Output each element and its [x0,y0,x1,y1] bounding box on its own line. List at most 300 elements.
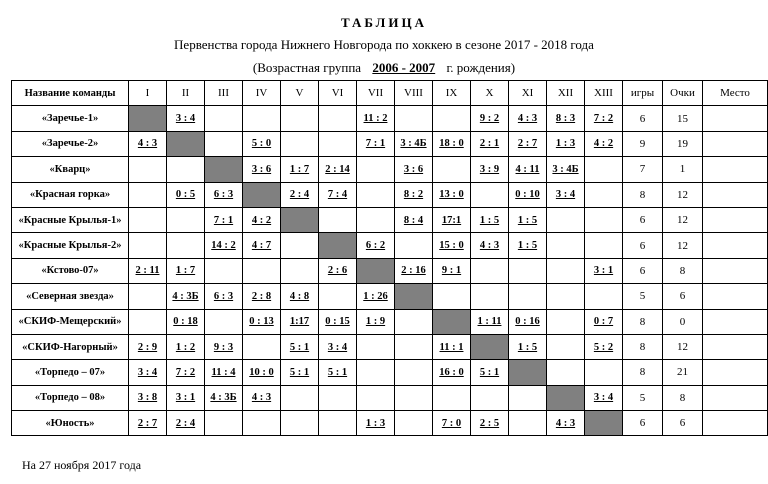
score-cell [205,131,243,156]
score-cell [585,182,623,207]
score-value: 10 : 0 [249,366,274,378]
score-cell [547,309,585,334]
score-cell [129,157,167,182]
score-cell [243,258,281,283]
score-cell [129,131,167,156]
score-cell [585,207,623,232]
team-name: «Заречье-2» [12,131,129,156]
score-value: 3 : 8 [137,392,158,404]
score-cell [167,284,205,309]
score-cell [205,182,243,207]
place-cell [703,360,768,385]
table-row [12,284,768,309]
score-value: 9 : 3 [213,341,234,353]
team-name: «Кварц» [12,157,129,182]
score-value: 1 : 11 [477,316,502,328]
score-cell [319,157,357,182]
column-header: Очки [663,81,703,106]
score-cell [167,411,205,436]
score-value: 5 : 1 [479,366,500,378]
score-cell [509,233,547,258]
score-value: 0 : 15 [325,316,350,328]
score-cell [547,334,585,359]
score-cell [167,385,205,410]
points-cell: 12 [663,233,703,258]
score-cell [129,284,167,309]
score-value: 5 : 1 [289,366,310,378]
score-cell [167,334,205,359]
score-cell [433,207,471,232]
score-cell [129,309,167,334]
score-cell [471,182,509,207]
score-value: 1 : 26 [363,290,388,302]
score-cell [281,182,319,207]
score-value: 2 : 4 [289,189,310,201]
score-cell [205,284,243,309]
table-row [12,411,768,436]
games-cell: 8 [623,334,663,359]
score-cell [129,182,167,207]
score-value: 9 : 1 [441,265,462,277]
score-value: 1 : 5 [517,214,538,226]
date-note: На 27 ноября 2017 года [22,458,142,472]
column-header: Место [703,81,768,106]
team-name: «Юность» [12,411,129,436]
score-value: 2 : 8 [251,290,272,302]
score-value: 0 : 7 [593,316,614,328]
place-cell [703,157,768,182]
score-value: 8 : 2 [403,189,424,201]
score-cell [395,182,433,207]
score-cell [167,157,205,182]
score-value: 1 : 5 [517,240,538,252]
score-cell [243,207,281,232]
diagonal-cell [433,309,471,334]
score-cell [585,284,623,309]
score-cell [357,360,395,385]
score-cell [319,309,357,334]
team-name: «СКИФ-Мещерский» [12,309,129,334]
score-cell [585,334,623,359]
diagonal-cell [205,157,243,182]
score-value: 4 : 3Б [172,290,199,302]
score-cell [129,258,167,283]
score-cell [509,157,547,182]
score-cell [205,334,243,359]
score-cell [281,157,319,182]
score-value: 1 : 2 [175,341,196,353]
points-cell: 21 [663,360,703,385]
score-value: 4 : 3 [251,392,272,404]
score-value: 1 : 3 [555,138,576,150]
score-value: 2 : 11 [135,265,160,277]
score-cell [281,106,319,131]
score-value: 6 : 2 [365,240,386,252]
score-value: 2 : 4 [175,417,196,429]
score-cell [243,360,281,385]
score-value: 4 : 8 [289,290,310,302]
score-cell [395,207,433,232]
score-cell [129,207,167,232]
diagonal-cell [585,411,623,436]
score-cell [319,182,357,207]
score-cell [167,309,205,334]
diagonal-cell [319,233,357,258]
score-cell [281,131,319,156]
games-cell: 7 [623,157,663,182]
place-cell [703,233,768,258]
score-cell [281,258,319,283]
games-cell: 5 [623,385,663,410]
score-cell [281,385,319,410]
standings-table [11,80,768,436]
score-value: 5 : 1 [327,366,348,378]
points-cell: 12 [663,207,703,232]
score-cell [357,106,395,131]
score-value: 2 : 7 [517,138,538,150]
games-cell: 6 [623,207,663,232]
place-cell [703,182,768,207]
table-row [12,131,768,156]
team-name: «Торпедо – 07» [12,360,129,385]
score-cell [395,360,433,385]
score-cell [585,106,623,131]
score-cell [243,309,281,334]
score-value: 5 : 1 [289,341,310,353]
score-cell [205,309,243,334]
column-header: V [281,81,319,106]
score-cell [509,309,547,334]
score-cell [471,411,509,436]
score-cell [205,258,243,283]
score-value: 4 : 3 [555,417,576,429]
team-name: «Северная звезда» [12,284,129,309]
score-cell [547,411,585,436]
score-cell [471,385,509,410]
score-value: 3 : 4 [137,366,158,378]
column-header: III [205,81,243,106]
score-cell [585,309,623,334]
score-cell [243,334,281,359]
score-value: 3 : 1 [593,265,614,277]
score-cell [509,385,547,410]
score-cell [357,157,395,182]
score-value: 1 : 5 [479,214,500,226]
score-value: 3 : 4 [593,392,614,404]
score-cell [129,385,167,410]
table-row [12,309,768,334]
games-cell: 6 [623,411,663,436]
score-cell [357,233,395,258]
score-value: 7 : 2 [593,113,614,125]
score-cell [357,334,395,359]
diagonal-cell [243,182,281,207]
points-cell: 1 [663,157,703,182]
score-cell [243,157,281,182]
score-value: 2 : 1 [479,138,500,150]
header-row [12,81,768,106]
score-value: 7 : 1 [365,138,386,150]
score-value: 2 : 5 [479,417,500,429]
games-cell: 8 [623,309,663,334]
table-row [12,207,768,232]
score-value: 4 : 2 [593,138,614,150]
team-name: «Торпедо – 08» [12,385,129,410]
score-cell [129,360,167,385]
score-cell [205,106,243,131]
score-cell [167,233,205,258]
score-cell [129,411,167,436]
age-group-prefix: (Возрастная группа [252,60,362,75]
score-cell [129,233,167,258]
column-header: II [167,81,205,106]
page-subtitle: Первенства города Нижнего Новгорода по хоккею в сезоне 2017 - 2018 года [174,37,594,52]
score-value: 16 : 0 [439,366,464,378]
diagonal-cell [547,385,585,410]
diagonal-cell [395,284,433,309]
games-cell: 6 [623,233,663,258]
score-cell [509,207,547,232]
score-value: 17:1 [441,214,462,226]
score-cell [585,233,623,258]
score-value: 7 : 2 [175,366,196,378]
place-cell [703,284,768,309]
score-value: 3 : 4 [555,189,576,201]
score-cell [471,106,509,131]
score-cell [167,207,205,232]
place-cell [703,131,768,156]
place-cell [703,309,768,334]
score-value: 11 : 1 [439,341,464,353]
score-value: 13 : 0 [439,189,464,201]
score-cell [433,411,471,436]
column-header: XIII [585,81,623,106]
score-value: 4 : 11 [515,163,540,175]
score-value: 4 : 3 [479,240,500,252]
score-value: 5 : 2 [593,341,614,353]
age-group-years: 2006 - 2007 [372,60,436,75]
games-cell: 5 [623,284,663,309]
score-value: 7 : 4 [327,189,348,201]
score-cell [433,360,471,385]
score-cell [395,334,433,359]
score-cell [243,233,281,258]
score-value: 3 : 4 [175,113,196,125]
table-row [12,258,768,283]
score-cell [433,385,471,410]
score-cell [547,284,585,309]
column-header: VI [319,81,357,106]
score-value: 1 : 9 [365,316,386,328]
score-cell [585,360,623,385]
score-cell [433,157,471,182]
team-name: «СКИФ-Нагорный» [12,334,129,359]
games-cell: 9 [623,131,663,156]
score-value: 3 : 6 [403,163,424,175]
score-cell [357,385,395,410]
points-cell: 15 [663,106,703,131]
table-row [12,360,768,385]
score-value: 2 : 9 [137,341,158,353]
column-header: VIII [395,81,433,106]
diagonal-cell [509,360,547,385]
score-cell [281,233,319,258]
score-cell [433,182,471,207]
age-group-line [0,60,768,76]
score-cell [547,157,585,182]
score-cell [357,284,395,309]
place-cell [703,207,768,232]
score-value: 11 : 2 [363,113,388,125]
score-cell [243,284,281,309]
score-cell [547,207,585,232]
diagonal-cell [167,131,205,156]
team-name: «Заречье-1» [12,106,129,131]
score-cell [395,106,433,131]
score-value: 6 : 3 [213,189,234,201]
column-header: XII [547,81,585,106]
column-header: IX [433,81,471,106]
score-cell [509,258,547,283]
score-cell [281,309,319,334]
score-value: 8 : 4 [403,214,424,226]
score-cell [585,258,623,283]
score-value: 1 : 3 [365,417,386,429]
score-value: 0 : 16 [515,316,540,328]
score-cell [585,157,623,182]
score-cell [319,360,357,385]
score-value: 15 : 0 [439,240,464,252]
score-cell [471,157,509,182]
score-value: 1 : 7 [289,163,310,175]
points-cell: 19 [663,131,703,156]
score-cell [319,258,357,283]
table-row [12,106,768,131]
score-value: 2 : 7 [137,417,158,429]
score-cell [509,131,547,156]
score-cell [471,131,509,156]
score-cell [167,182,205,207]
score-cell [509,284,547,309]
points-cell: 0 [663,309,703,334]
score-value: 18 : 0 [439,138,464,150]
score-cell [167,360,205,385]
score-cell [471,360,509,385]
score-value: 4 : 7 [251,240,272,252]
team-name: «Кстово-07» [12,258,129,283]
score-cell [433,106,471,131]
score-cell [129,334,167,359]
diagonal-cell [357,258,395,283]
team-name: «Красные Крылья-2» [12,233,129,258]
page-title: ТАБЛИЦА [341,15,427,30]
score-value: 1 : 7 [175,265,196,277]
score-value: 7 : 0 [441,417,462,429]
score-cell [395,385,433,410]
points-cell: 12 [663,334,703,359]
score-cell [585,385,623,410]
score-value: 4 : 2 [251,214,272,226]
score-value: 2 : 6 [327,265,348,277]
score-value: 4 : 3 [137,138,158,150]
score-cell [281,284,319,309]
score-value: 1 : 5 [517,341,538,353]
score-cell [471,309,509,334]
score-value: 3 : 6 [251,163,272,175]
score-cell [471,258,509,283]
score-cell [205,385,243,410]
team-name: «Красная горка» [12,182,129,207]
score-value: 3 : 4 [327,341,348,353]
diagonal-cell [281,207,319,232]
score-cell [243,411,281,436]
score-cell [585,131,623,156]
age-group-suffix: г. рождения) [446,60,516,75]
games-cell: 8 [623,360,663,385]
games-cell: 8 [623,182,663,207]
score-cell [243,131,281,156]
score-value: 3 : 4Б [400,138,427,150]
score-value: 9 : 2 [479,113,500,125]
score-cell [509,334,547,359]
score-value: 0 : 5 [175,189,196,201]
score-value: 3 : 4Б [552,163,579,175]
column-header: VII [357,81,395,106]
table-row [12,385,768,410]
score-cell [547,106,585,131]
place-cell [703,106,768,131]
score-cell [509,106,547,131]
score-cell [509,411,547,436]
diagonal-cell [471,334,509,359]
score-cell [433,233,471,258]
score-cell [319,334,357,359]
score-cell [357,309,395,334]
score-cell [167,258,205,283]
score-cell [547,233,585,258]
score-cell [395,258,433,283]
score-cell [319,106,357,131]
table-row [12,157,768,182]
score-cell [319,207,357,232]
score-cell [433,258,471,283]
score-cell [395,157,433,182]
score-value: 3 : 9 [479,163,500,175]
column-header: X [471,81,509,106]
score-cell [319,411,357,436]
column-header: XI [509,81,547,106]
score-cell [433,131,471,156]
score-value: 0 : 13 [249,316,274,328]
table-body [12,106,768,436]
score-value: 8 : 3 [555,113,576,125]
score-value: 1:17 [289,316,310,328]
score-cell [471,284,509,309]
score-cell [471,207,509,232]
score-cell [205,411,243,436]
score-value: 2 : 14 [325,163,350,175]
place-cell [703,385,768,410]
place-cell [703,411,768,436]
column-header: I [129,81,167,106]
score-cell [357,131,395,156]
score-value: 5 : 0 [251,138,272,150]
column-header-team: Название команды [12,81,129,106]
points-cell: 12 [663,182,703,207]
table-row [12,182,768,207]
score-cell [357,411,395,436]
score-value: 4 : 3Б [210,392,237,404]
